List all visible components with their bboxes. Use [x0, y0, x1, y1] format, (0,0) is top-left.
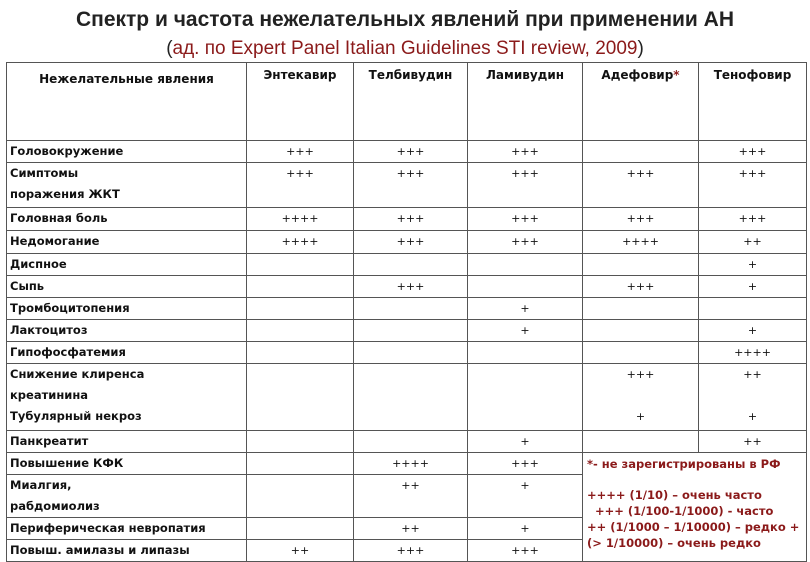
cell: [583, 431, 699, 453]
row-label-creatinine: Снижение клиренса креатинина: [10, 367, 145, 402]
cell: [354, 320, 468, 342]
cell: [354, 342, 468, 364]
subtitle-close-paren: ): [637, 38, 644, 59]
table-row: [7, 141, 807, 163]
row-label: Симптомы поражения ЖКТ: [7, 163, 247, 208]
adefovir-label: Адефовир: [601, 68, 674, 82]
cell: [583, 254, 699, 276]
cell: [354, 298, 468, 320]
cell: +++: [583, 276, 699, 298]
cell: [247, 254, 354, 276]
table-row: [7, 208, 807, 231]
cell: +++: [354, 276, 468, 298]
col-header-events: Нежелательные явления: [7, 63, 247, 141]
note-frequent: +++ (1/100-1/1000) - часто: [595, 504, 774, 518]
cell: [247, 320, 354, 342]
cell: +++: [699, 208, 807, 231]
page-title: Спектр и частота нежелательных явлений при применении АН: [75, 8, 735, 31]
cell: [247, 342, 354, 364]
col-header-entecavir: Энтекавир: [247, 63, 354, 141]
row-label: Гипофосфатемия: [7, 342, 247, 364]
cell: [247, 431, 354, 453]
note-unregistered: *- не зарегистрированы в РФ: [587, 457, 781, 471]
cell: [354, 364, 468, 431]
cell: ++: [699, 431, 807, 453]
row-label: Панкреатит: [7, 431, 247, 453]
table-row: [7, 431, 807, 453]
col-header-tenofovir: Тенофовир: [699, 63, 807, 141]
cell: [583, 298, 699, 320]
adefovir-asterisk: *: [673, 68, 680, 82]
cell: ++++: [247, 208, 354, 231]
cell: +: [468, 298, 583, 320]
row-label: Лактоцитоз: [7, 320, 247, 342]
cell: +++: [247, 163, 354, 208]
cell: +++: [468, 163, 583, 208]
cell-value: +: [635, 410, 646, 423]
row-label: Головная боль: [7, 208, 247, 231]
cell: [699, 298, 807, 320]
cell: +: [468, 320, 583, 342]
cell: ++++: [247, 231, 354, 254]
cell: +++: [354, 163, 468, 208]
cell: [468, 276, 583, 298]
cell: ++++: [354, 453, 468, 475]
subtitle-open-paren: (: [166, 38, 173, 59]
cell: [247, 518, 354, 540]
table-row: [7, 298, 807, 320]
note-rare: ++ (1/1000 – 1/10000) – редко +: [587, 520, 800, 534]
legend-note: [583, 453, 807, 562]
table-row: [7, 276, 807, 298]
cell: +++: [583, 163, 699, 208]
cell: [247, 276, 354, 298]
cell: +++: [354, 231, 468, 254]
cell: ++: [247, 540, 354, 562]
col-header-telbivudine: Телбивудин: [354, 63, 468, 141]
cell: [468, 254, 583, 276]
cell: ++: [354, 518, 468, 540]
adverse-events-table: [6, 62, 807, 562]
cell: [583, 320, 699, 342]
row-label: Сыпь: [7, 276, 247, 298]
cell: +++: [247, 141, 354, 163]
cell: [354, 431, 468, 453]
row-label: [7, 364, 247, 431]
cell-value: ++: [743, 368, 762, 381]
cell: [583, 141, 699, 163]
cell: [583, 364, 699, 431]
cell: +: [699, 276, 807, 298]
table-row: [7, 320, 807, 342]
row-label: Миалгия, рабдомиолиз: [7, 475, 247, 518]
cell: [247, 475, 354, 518]
cell: [583, 342, 699, 364]
table-row: [7, 364, 807, 431]
cell: +: [699, 320, 807, 342]
row-label: Тромбоцитопения: [7, 298, 247, 320]
cell: +++: [699, 141, 807, 163]
table-row: [7, 453, 807, 475]
cell: +++: [468, 208, 583, 231]
cell: [247, 298, 354, 320]
cell: [468, 342, 583, 364]
row-label: Диспное: [7, 254, 247, 276]
cell: [354, 254, 468, 276]
row-label: Периферическая невропатия: [7, 518, 247, 540]
cell: +++: [468, 231, 583, 254]
cell: [699, 364, 807, 431]
cell: +++: [699, 163, 807, 208]
cell: [468, 364, 583, 431]
page-subtitle: [0, 38, 810, 60]
cell: ++: [354, 475, 468, 518]
cell: +++: [354, 540, 468, 562]
row-label: Недомогание: [7, 231, 247, 254]
cell: +: [468, 518, 583, 540]
row-label: Повыш. амилазы и липазы: [7, 540, 247, 562]
note-very-frequent: ++++ (1/10) – очень часто: [587, 488, 762, 502]
row-label: Головокружение: [7, 141, 247, 163]
cell: +: [468, 475, 583, 518]
cell: ++++: [699, 342, 807, 364]
note-very-rare: (> 1/10000) – очень редко: [587, 536, 761, 550]
col-header-lamivudine: Ламивудин: [468, 63, 583, 141]
table-header-row: [7, 63, 807, 141]
cell: +++: [468, 453, 583, 475]
row-label: Повышение КФК: [7, 453, 247, 475]
cell: +++: [583, 208, 699, 231]
cell-value: +: [747, 410, 758, 423]
col-header-adefovir: [583, 63, 699, 141]
cell: [247, 364, 354, 431]
cell: +++: [468, 540, 583, 562]
cell: +: [468, 431, 583, 453]
cell: +++: [468, 141, 583, 163]
table-row: [7, 254, 807, 276]
row-label-tubular-necrosis: Тубулярный некроз: [10, 409, 142, 423]
cell-value: +++: [626, 368, 655, 381]
cell: ++: [699, 231, 807, 254]
cell: +: [699, 254, 807, 276]
table-row: [7, 342, 807, 364]
cell: [247, 453, 354, 475]
cell: +++: [354, 141, 468, 163]
subtitle-source: ад. по Expert Panel Italian Guidelines STI review, 2009: [172, 38, 638, 59]
cell: ++++: [583, 231, 699, 254]
table-row: [7, 163, 807, 208]
cell: +++: [354, 208, 468, 231]
table-row: [7, 231, 807, 254]
